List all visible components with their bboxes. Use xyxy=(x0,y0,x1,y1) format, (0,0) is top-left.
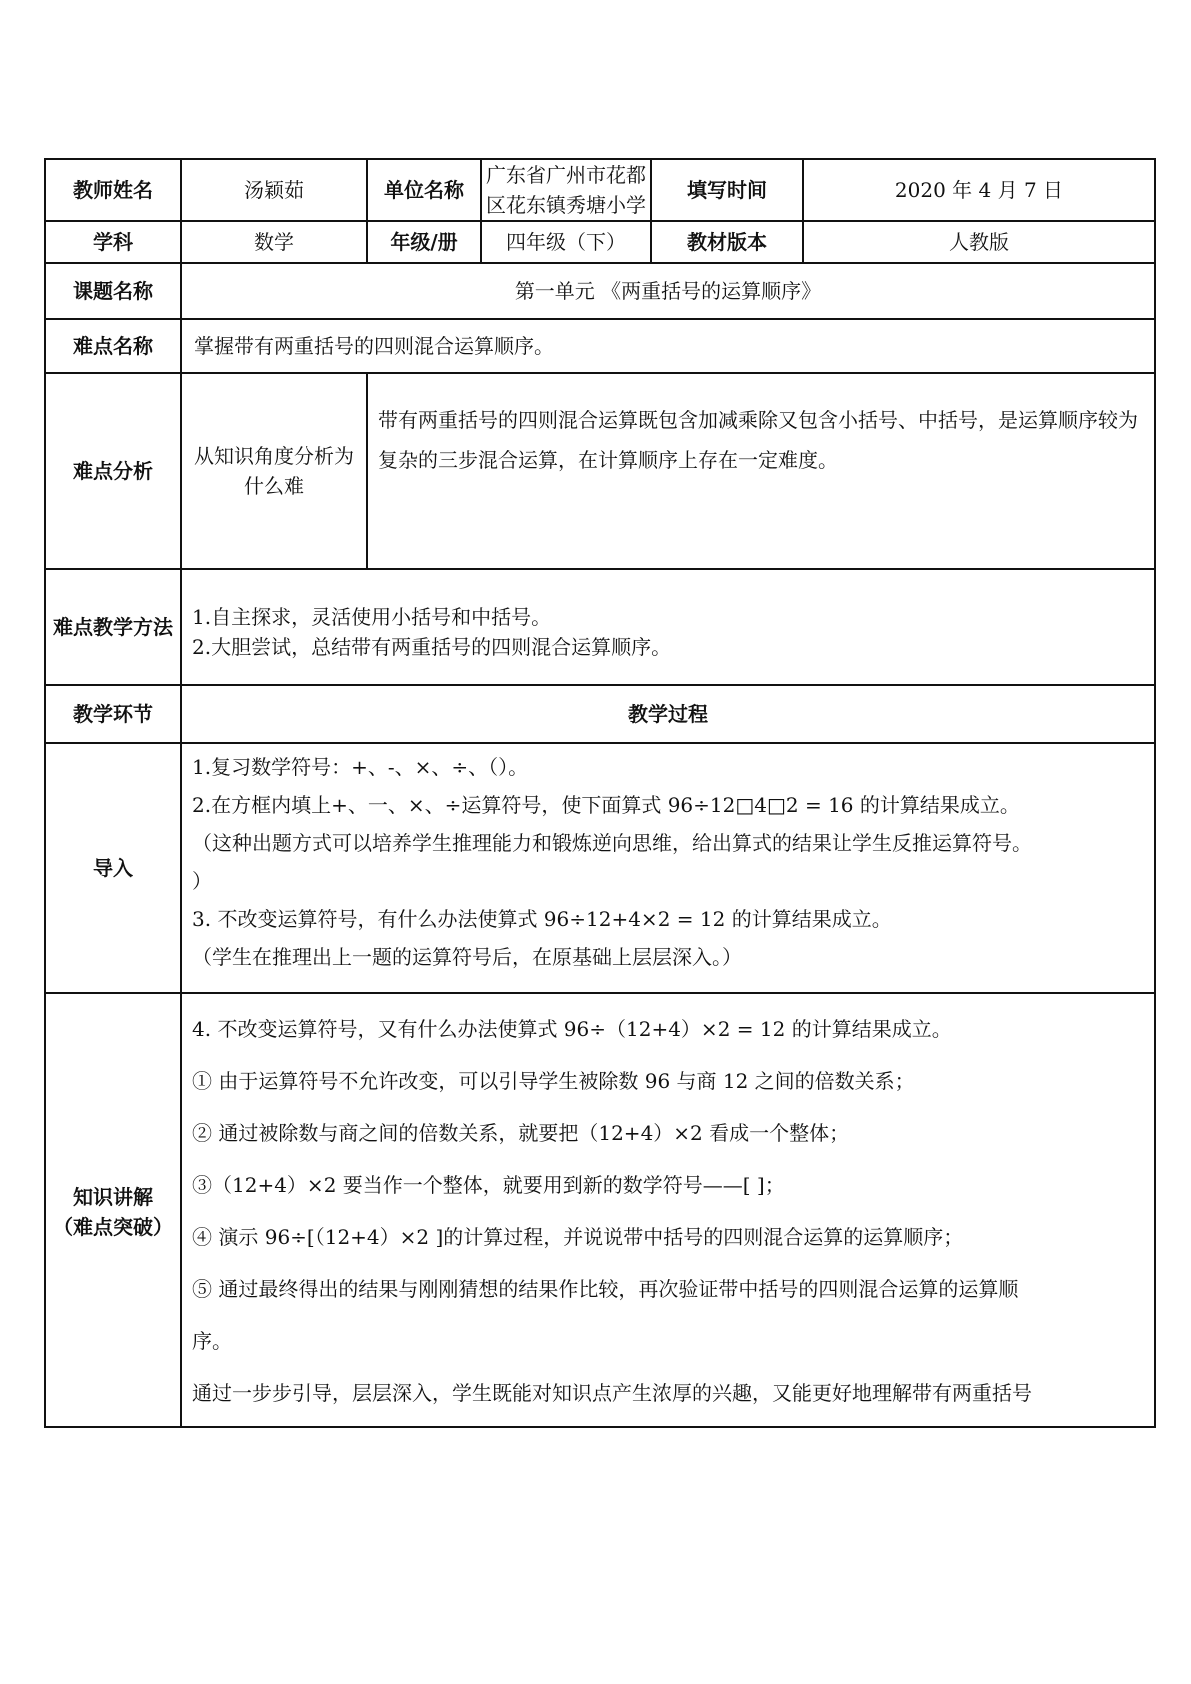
intro-line: （学生在推理出上一题的运算符号后，在原基础上层层深入。） xyxy=(192,945,742,969)
lecture-label-line-2: （难点突破） xyxy=(53,1215,173,1239)
intro-line: 1.复习数学符号：+、-、×、÷、（）。 xyxy=(192,755,529,779)
subject-value: 数学 xyxy=(181,221,367,263)
lecture-line: ② 通过被除数与商之间的倍数关系，就要把（12+4）×2 看成一个整体； xyxy=(192,1121,850,1145)
difficulty-label: 难点名称 xyxy=(45,319,181,373)
edition-label: 教材版本 xyxy=(651,221,803,263)
unit-name-line-1: 广东省广州市花都 xyxy=(486,163,646,187)
analysis-content: 带有两重括号的四则混合运算既包含加减乘除又包含小括号、中括号，是运算顺序较为复杂的三步混合运算，在计算顺序上存在一定难度。 xyxy=(367,373,1155,569)
lecture-label xyxy=(45,993,181,1427)
fill-date-value: 2020 年 4 月 7 日 xyxy=(803,159,1155,221)
intro-label: 导入 xyxy=(45,743,181,993)
method-label: 难点教学方法 xyxy=(45,569,181,685)
difficulty-value: 掌握带有两重括号的四则混合运算顺序。 xyxy=(181,319,1155,373)
intro-row xyxy=(45,743,1155,993)
lesson-plan-table xyxy=(44,158,1156,1428)
lecture-line: 通过一步步引导，层层深入，学生既能对知识点产生浓厚的兴趣，又能更好地理解带有两重括号 xyxy=(192,1381,1032,1405)
method-content xyxy=(181,569,1155,685)
intro-line: 2.在方框内填上+、一、×、÷运算符号，使下面算式 96÷12□4□2 = 16 的计算结果成立。 xyxy=(192,793,1020,817)
lecture-line: 4. 不改变运算符号，又有什么办法使算式 96÷（12+4）×2 = 12 的计算结果成立。 xyxy=(192,1017,952,1041)
teacher-name-label: 教师姓名 xyxy=(45,159,181,221)
topic-row xyxy=(45,263,1155,319)
lecture-label-line-1: 知识讲解 xyxy=(73,1185,153,1209)
lecture-line: ④ 演示 96÷[（12+4）×2 ]的计算过程，并说说带中括号的四则混合运算的运算顺序； xyxy=(192,1225,964,1249)
lecture-line: 序。 xyxy=(192,1329,232,1353)
intro-content xyxy=(181,743,1155,993)
analysis-row xyxy=(45,373,1155,569)
method-row xyxy=(45,569,1155,685)
difficulty-row xyxy=(45,319,1155,373)
grade-value: 四年级（下） xyxy=(481,221,651,263)
unit-name-label: 单位名称 xyxy=(367,159,481,221)
analysis-label: 难点分析 xyxy=(45,373,181,569)
topic-value: 第一单元 《两重括号的运算顺序》 xyxy=(181,263,1155,319)
subject-row xyxy=(45,221,1155,263)
teacher-name-value: 汤颖茹 xyxy=(181,159,367,221)
intro-line: ） xyxy=(192,869,212,893)
analysis-sub-label xyxy=(181,373,367,569)
fill-date-label: 填写时间 xyxy=(651,159,803,221)
lecture-line: ① 由于运算符号不允许改变，可以引导学生被除数 96 与商 12 之间的倍数关系； xyxy=(192,1069,915,1093)
lecture-row xyxy=(45,993,1155,1427)
lecture-content xyxy=(181,993,1155,1427)
edition-value: 人教版 xyxy=(803,221,1155,263)
subject-label: 学科 xyxy=(45,221,181,263)
lecture-line: ⑤ 通过最终得出的结果与刚刚猜想的结果作比较，再次验证带中括号的四则混合运算的运算顺 xyxy=(192,1277,1019,1301)
process-header-value: 教学过程 xyxy=(181,685,1155,743)
method-line-2: 2.大胆尝试，总结带有两重括号的四则混合运算顺序。 xyxy=(192,635,672,659)
unit-name-line-2: 区花东镇秀塘小学 xyxy=(486,193,646,217)
lecture-line: ③（12+4）×2 要当作一个整体，就要用到新的数学符号——[ ]； xyxy=(192,1173,785,1197)
process-stage-label: 教学环节 xyxy=(45,685,181,743)
unit-name-value xyxy=(481,159,651,221)
header-row xyxy=(45,159,1155,221)
process-header-row xyxy=(45,685,1155,743)
intro-line: （这种出题方式可以培养学生推理能力和锻炼逆向思维，给出算式的结果让学生反推运算符号。 xyxy=(192,831,1032,855)
topic-label: 课题名称 xyxy=(45,263,181,319)
method-line-1: 1.自主探求，灵活使用小括号和中括号。 xyxy=(192,605,552,629)
grade-label: 年级/册 xyxy=(367,221,481,263)
intro-line: 3. 不改变运算符号，有什么办法使算式 96÷12+4×2 = 12 的计算结果成立。 xyxy=(192,907,892,931)
analysis-sub-label-line-2: 什么难 xyxy=(244,474,304,498)
analysis-sub-label-line-1: 从知识角度分析为 xyxy=(194,444,354,468)
